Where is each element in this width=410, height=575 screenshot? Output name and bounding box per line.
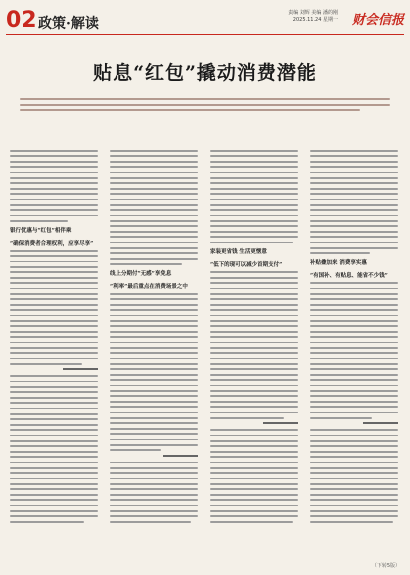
text-line bbox=[110, 395, 198, 397]
text-line bbox=[210, 478, 298, 480]
text-line bbox=[110, 263, 182, 265]
text-line bbox=[310, 177, 398, 179]
text-line bbox=[10, 445, 98, 447]
text-line bbox=[210, 417, 284, 419]
text-line bbox=[210, 368, 298, 370]
text-line bbox=[10, 391, 98, 393]
text-line bbox=[110, 236, 198, 238]
text-line bbox=[310, 472, 398, 474]
text-line bbox=[10, 336, 98, 338]
column-subhead: 线上分期付“无感”享免息 bbox=[110, 271, 172, 277]
text-line bbox=[10, 166, 98, 168]
text-line bbox=[110, 428, 198, 430]
text-line bbox=[110, 347, 198, 349]
text-line bbox=[310, 390, 398, 392]
column-subhead: 家装更省钱 生活更惬意 bbox=[210, 249, 267, 256]
text-line bbox=[10, 435, 98, 437]
text-line bbox=[110, 374, 198, 376]
text-line bbox=[210, 445, 298, 447]
text-line bbox=[310, 304, 398, 306]
byline bbox=[163, 455, 198, 457]
text-line bbox=[110, 166, 198, 168]
text-line bbox=[210, 412, 298, 414]
text-line bbox=[310, 483, 398, 485]
text-line bbox=[210, 401, 298, 403]
text-line bbox=[310, 505, 398, 507]
text-line bbox=[10, 266, 98, 268]
text-line bbox=[310, 331, 398, 333]
text-line bbox=[110, 215, 198, 217]
text-line bbox=[10, 456, 98, 458]
text-line bbox=[310, 429, 398, 431]
lead-line bbox=[20, 98, 390, 100]
text-line bbox=[10, 440, 98, 442]
text-line bbox=[310, 252, 370, 254]
text-line bbox=[110, 433, 198, 435]
text-line bbox=[110, 258, 198, 260]
text-line bbox=[310, 199, 398, 201]
text-line bbox=[310, 467, 398, 469]
column-subhead: “确保消费者合理权利，应享尽享” bbox=[10, 240, 94, 247]
text-line bbox=[310, 379, 398, 381]
text-line bbox=[10, 462, 98, 464]
text-line bbox=[310, 342, 398, 344]
text-line bbox=[110, 510, 198, 512]
text-line bbox=[110, 298, 198, 300]
text-line bbox=[210, 395, 298, 397]
text-line bbox=[110, 182, 198, 184]
text-line bbox=[210, 363, 298, 365]
text-line bbox=[210, 236, 298, 238]
continued-note: （下转5版） bbox=[371, 563, 400, 569]
lead-line bbox=[20, 104, 390, 106]
text-line bbox=[10, 424, 98, 426]
text-line bbox=[310, 204, 398, 206]
text-line bbox=[110, 193, 198, 195]
text-line bbox=[10, 204, 98, 206]
text-line bbox=[210, 166, 298, 168]
text-line bbox=[310, 358, 398, 360]
text-line bbox=[310, 309, 398, 311]
text-line bbox=[110, 242, 198, 244]
text-line bbox=[10, 304, 98, 306]
text-line bbox=[110, 177, 198, 179]
text-line bbox=[310, 315, 398, 317]
column-subhead: “利率”最后重点在消费场景之中 bbox=[110, 284, 188, 290]
text-line bbox=[310, 282, 398, 284]
text-line bbox=[10, 293, 98, 295]
text-line bbox=[310, 236, 398, 238]
text-line bbox=[210, 188, 298, 190]
text-line bbox=[10, 282, 98, 284]
text-line bbox=[310, 166, 398, 168]
text-line bbox=[210, 358, 298, 360]
text-line bbox=[10, 288, 98, 290]
text-line bbox=[310, 412, 398, 414]
text-line bbox=[310, 247, 398, 249]
text-line bbox=[10, 488, 98, 490]
text-line bbox=[310, 488, 398, 490]
text-line bbox=[310, 242, 398, 244]
text-line bbox=[10, 408, 98, 410]
text-line bbox=[210, 309, 298, 311]
text-line bbox=[210, 172, 298, 174]
issue-meta bbox=[288, 10, 338, 24]
text-line bbox=[10, 155, 98, 157]
text-line bbox=[210, 385, 298, 387]
text-line bbox=[110, 161, 198, 163]
text-line bbox=[10, 413, 98, 415]
lead-paragraph bbox=[20, 98, 390, 124]
text-line bbox=[210, 282, 298, 284]
text-line bbox=[110, 252, 198, 254]
byline bbox=[63, 368, 98, 370]
text-line bbox=[210, 390, 298, 392]
text-line bbox=[110, 483, 198, 485]
text-line bbox=[310, 435, 398, 437]
text-line bbox=[10, 451, 98, 453]
text-line bbox=[210, 325, 298, 327]
text-line bbox=[210, 510, 298, 512]
text-line bbox=[110, 462, 198, 464]
column-subhead: “有国补、有贴息、能省不少钱” bbox=[310, 273, 388, 280]
text-line bbox=[310, 406, 398, 408]
text-line bbox=[310, 325, 398, 327]
text-line bbox=[310, 182, 398, 184]
text-line bbox=[10, 467, 98, 469]
text-line bbox=[210, 215, 298, 217]
text-line bbox=[10, 261, 98, 263]
text-line bbox=[110, 150, 198, 152]
text-line bbox=[110, 515, 198, 517]
text-line bbox=[310, 172, 398, 174]
text-line bbox=[10, 347, 98, 349]
text-line bbox=[10, 515, 98, 517]
text-line bbox=[10, 510, 98, 512]
text-line bbox=[310, 225, 398, 227]
article-column-4 bbox=[310, 150, 398, 526]
text-line bbox=[210, 204, 298, 206]
text-line bbox=[110, 231, 198, 233]
text-line bbox=[110, 325, 198, 327]
text-line bbox=[110, 342, 198, 344]
text-line bbox=[310, 288, 398, 290]
text-line bbox=[10, 177, 98, 179]
text-line bbox=[110, 449, 161, 451]
text-line bbox=[310, 231, 398, 233]
text-line bbox=[210, 499, 298, 501]
text-line bbox=[310, 150, 398, 152]
text-line bbox=[310, 293, 398, 295]
text-line bbox=[310, 368, 398, 370]
text-line bbox=[310, 374, 398, 376]
text-line bbox=[310, 478, 398, 480]
text-line bbox=[210, 467, 298, 469]
text-line bbox=[310, 188, 398, 190]
text-line bbox=[110, 406, 198, 408]
text-line bbox=[310, 510, 398, 512]
text-line bbox=[110, 467, 198, 469]
text-line bbox=[110, 439, 198, 441]
text-line bbox=[210, 488, 298, 490]
text-line bbox=[10, 193, 98, 195]
text-line bbox=[110, 385, 198, 387]
text-line bbox=[210, 288, 298, 290]
text-line bbox=[210, 352, 298, 354]
column-subhead: 补贴叠加来 消费享实惠 bbox=[310, 260, 367, 267]
text-line bbox=[210, 177, 298, 179]
text-line bbox=[210, 515, 298, 517]
text-line bbox=[310, 515, 398, 517]
text-line bbox=[10, 478, 98, 480]
text-line bbox=[110, 499, 198, 501]
text-line bbox=[10, 209, 98, 211]
text-line bbox=[210, 199, 298, 201]
text-line bbox=[10, 309, 98, 311]
text-line bbox=[10, 429, 98, 431]
text-line bbox=[10, 342, 98, 344]
text-line bbox=[10, 386, 98, 388]
text-line bbox=[310, 209, 398, 211]
text-line bbox=[210, 182, 298, 184]
text-line bbox=[210, 315, 298, 317]
text-line bbox=[10, 483, 98, 485]
text-line bbox=[210, 193, 298, 195]
page-headline: 贴息“红包”撬动消费潜能 bbox=[93, 62, 317, 84]
text-line bbox=[310, 220, 398, 222]
text-line bbox=[110, 478, 198, 480]
text-line bbox=[210, 161, 298, 163]
text-line bbox=[110, 521, 191, 523]
text-line bbox=[10, 250, 98, 252]
text-line bbox=[310, 499, 398, 501]
text-line bbox=[310, 320, 398, 322]
text-line bbox=[310, 336, 398, 338]
text-line bbox=[210, 456, 298, 458]
text-line bbox=[210, 342, 298, 344]
text-line bbox=[10, 325, 98, 327]
text-line bbox=[210, 271, 298, 273]
text-line bbox=[110, 220, 198, 222]
text-line bbox=[110, 209, 198, 211]
text-line bbox=[110, 368, 198, 370]
text-line bbox=[310, 451, 398, 453]
text-line bbox=[210, 472, 298, 474]
masthead-logo: 财会信报 bbox=[351, 13, 404, 28]
text-line bbox=[210, 225, 298, 227]
text-line bbox=[210, 406, 298, 408]
text-line bbox=[10, 277, 98, 279]
lead-line bbox=[20, 109, 360, 111]
text-line bbox=[210, 374, 298, 376]
text-line bbox=[110, 412, 198, 414]
text-line bbox=[210, 242, 293, 244]
text-line bbox=[210, 483, 298, 485]
text-line bbox=[10, 150, 98, 152]
text-line bbox=[310, 521, 393, 523]
text-line bbox=[210, 150, 298, 152]
text-line bbox=[210, 331, 298, 333]
text-line bbox=[110, 304, 198, 306]
text-line bbox=[110, 225, 198, 227]
text-line bbox=[110, 401, 198, 403]
text-line bbox=[210, 155, 298, 157]
text-line bbox=[110, 247, 198, 249]
column-subhead: 银行优惠与“红包”相伴乘 bbox=[10, 227, 72, 234]
text-line bbox=[10, 199, 98, 201]
text-line bbox=[210, 379, 298, 381]
text-line bbox=[110, 331, 198, 333]
text-line bbox=[210, 462, 298, 464]
text-line bbox=[310, 215, 398, 217]
text-line bbox=[210, 277, 298, 279]
text-line bbox=[110, 155, 198, 157]
text-line bbox=[10, 381, 98, 383]
text-line bbox=[110, 494, 198, 496]
text-line bbox=[110, 444, 198, 446]
section-name: 政策·解读 bbox=[38, 16, 99, 32]
text-line bbox=[210, 440, 298, 442]
text-line bbox=[10, 255, 98, 257]
text-line bbox=[210, 429, 298, 431]
text-line bbox=[210, 220, 298, 222]
text-line bbox=[110, 352, 198, 354]
text-line bbox=[310, 363, 398, 365]
header-rule bbox=[6, 34, 404, 35]
column-subhead: “低下的现可以减少首期支付” bbox=[210, 262, 283, 269]
text-line bbox=[110, 488, 198, 490]
text-line bbox=[210, 336, 298, 338]
text-line bbox=[10, 352, 98, 354]
text-line bbox=[310, 352, 398, 354]
text-line bbox=[10, 397, 98, 399]
text-line bbox=[110, 390, 198, 392]
text-line bbox=[10, 298, 98, 300]
text-line bbox=[10, 494, 98, 496]
text-line bbox=[310, 417, 372, 419]
meta-line-2: 2025.11.24 星期一 bbox=[292, 17, 338, 23]
text-line bbox=[210, 298, 298, 300]
text-line bbox=[10, 161, 98, 163]
page-header bbox=[0, 0, 410, 40]
text-line bbox=[10, 271, 98, 273]
text-line bbox=[310, 155, 398, 157]
text-line bbox=[110, 422, 198, 424]
text-line bbox=[110, 315, 198, 317]
text-line bbox=[10, 521, 84, 523]
text-line bbox=[210, 209, 298, 211]
text-line bbox=[10, 215, 98, 217]
text-line bbox=[310, 347, 398, 349]
byline bbox=[263, 422, 298, 424]
text-line bbox=[10, 363, 82, 365]
article-column-1 bbox=[10, 150, 98, 526]
text-line bbox=[210, 304, 298, 306]
text-line bbox=[210, 347, 298, 349]
byline bbox=[363, 422, 398, 424]
text-line bbox=[210, 521, 293, 523]
text-line bbox=[110, 336, 198, 338]
text-line bbox=[10, 188, 98, 190]
text-line bbox=[310, 298, 398, 300]
text-line bbox=[210, 494, 298, 496]
text-line bbox=[210, 293, 298, 295]
text-line bbox=[310, 456, 398, 458]
article-column-3 bbox=[210, 150, 298, 526]
text-line bbox=[10, 358, 98, 360]
text-line bbox=[10, 331, 98, 333]
text-line bbox=[210, 231, 298, 233]
text-line bbox=[110, 417, 198, 419]
text-line bbox=[110, 309, 198, 311]
text-line bbox=[10, 375, 98, 377]
text-line bbox=[310, 395, 398, 397]
text-line bbox=[10, 472, 98, 474]
text-line bbox=[110, 204, 198, 206]
text-line bbox=[110, 379, 198, 381]
text-line bbox=[210, 505, 298, 507]
text-line bbox=[310, 462, 398, 464]
text-line bbox=[210, 320, 298, 322]
text-line bbox=[310, 401, 398, 403]
text-line bbox=[310, 445, 398, 447]
text-line bbox=[110, 363, 198, 365]
text-line bbox=[310, 494, 398, 496]
article-column-2 bbox=[110, 150, 198, 526]
text-line bbox=[10, 220, 68, 222]
text-line bbox=[310, 161, 398, 163]
text-line bbox=[210, 435, 298, 437]
text-line bbox=[10, 172, 98, 174]
text-line bbox=[10, 320, 98, 322]
text-line bbox=[110, 172, 198, 174]
text-line bbox=[10, 315, 98, 317]
text-line bbox=[110, 358, 198, 360]
text-line bbox=[10, 182, 98, 184]
text-line bbox=[310, 385, 398, 387]
text-line bbox=[110, 293, 198, 295]
text-line bbox=[10, 505, 98, 507]
text-line bbox=[110, 505, 198, 507]
meta-line-1: 责编 刘辉 美编 潘的刚 bbox=[288, 10, 338, 16]
text-line bbox=[110, 320, 198, 322]
text-line bbox=[10, 402, 98, 404]
text-line bbox=[310, 193, 398, 195]
text-line bbox=[110, 188, 198, 190]
text-line bbox=[10, 418, 98, 420]
text-line bbox=[10, 499, 98, 501]
text-line bbox=[110, 472, 198, 474]
text-line bbox=[310, 440, 398, 442]
text-line bbox=[110, 199, 198, 201]
section-number: 02 bbox=[6, 8, 37, 33]
text-line bbox=[210, 451, 298, 453]
